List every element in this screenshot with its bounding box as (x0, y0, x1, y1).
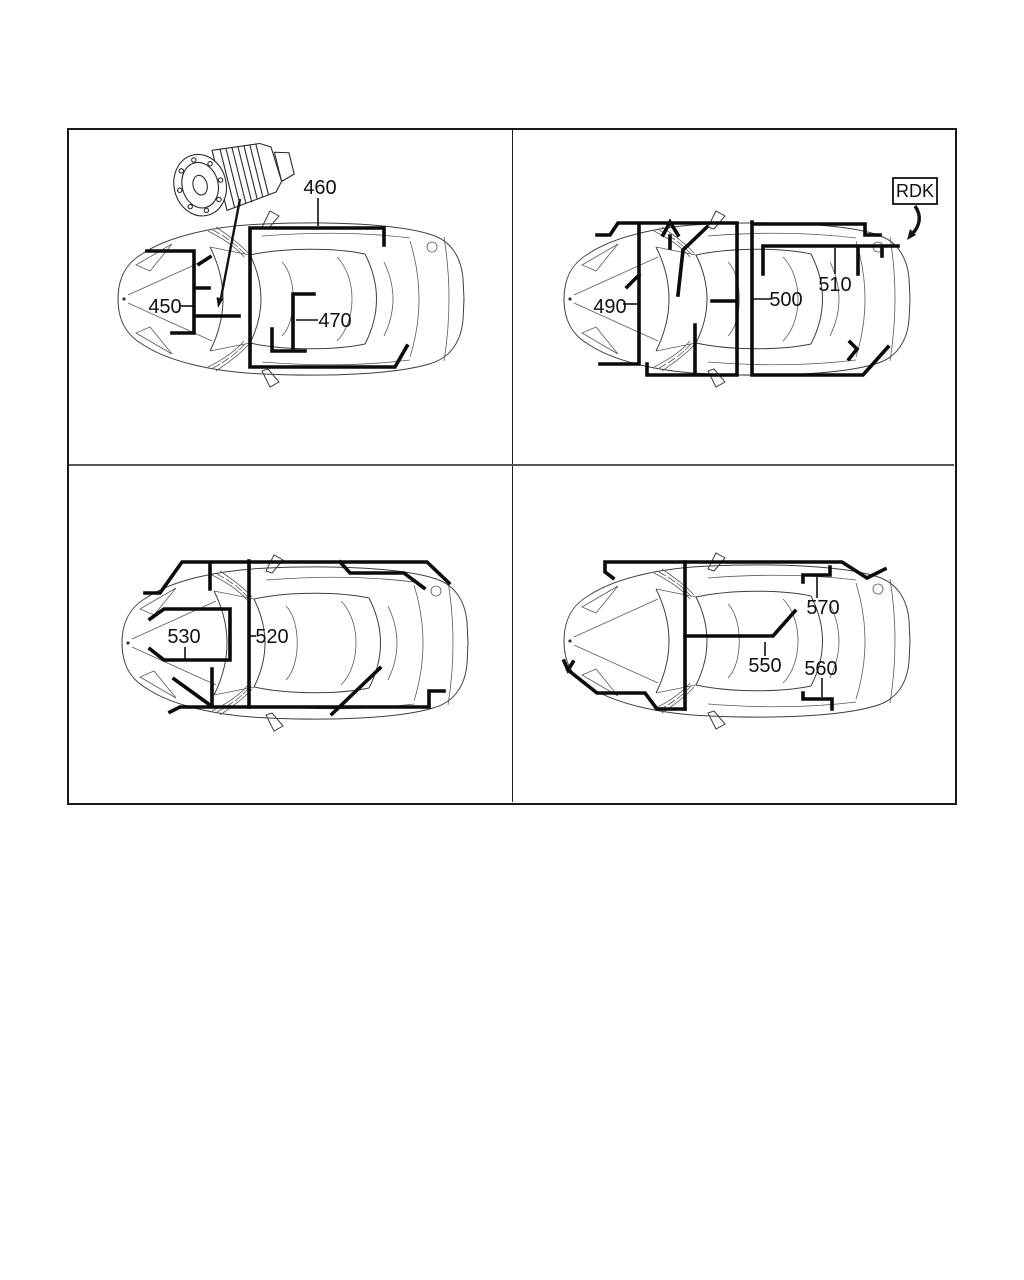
label-520: 520 (255, 626, 289, 648)
harness-560 (803, 693, 832, 709)
panel-engine-transmission-harness (69, 130, 513, 464)
label-510: 510 (818, 274, 852, 296)
label-450: 450 (148, 296, 182, 318)
transmission-illustration (167, 132, 298, 221)
harness-450 (147, 251, 239, 333)
label-490: 490 (593, 296, 627, 318)
harness-550 (685, 611, 795, 636)
panel-roof-rear-harness (513, 466, 954, 802)
transmission-pointer-arrow (221, 199, 240, 298)
label-rdk: RDK (895, 181, 935, 201)
harness-520-bottom (170, 668, 444, 714)
label-560: 560 (804, 658, 838, 680)
diagram-grid (67, 128, 957, 805)
label-470: 470 (318, 310, 352, 332)
label-570: 570 (806, 597, 840, 619)
rdk-arrow (912, 206, 919, 234)
grid-vertical-divider (512, 130, 513, 802)
label-460: 460 (303, 177, 337, 199)
label-550: 550 (748, 655, 782, 677)
panel-body-side-harness (69, 466, 513, 802)
harness-470 (272, 294, 314, 351)
label-500: 500 (769, 289, 803, 311)
harness-cockpit (642, 222, 737, 375)
panel-cockpit-rear-harness (513, 130, 954, 464)
label-530: 530 (167, 626, 201, 648)
grid-horizontal-divider (69, 464, 954, 466)
